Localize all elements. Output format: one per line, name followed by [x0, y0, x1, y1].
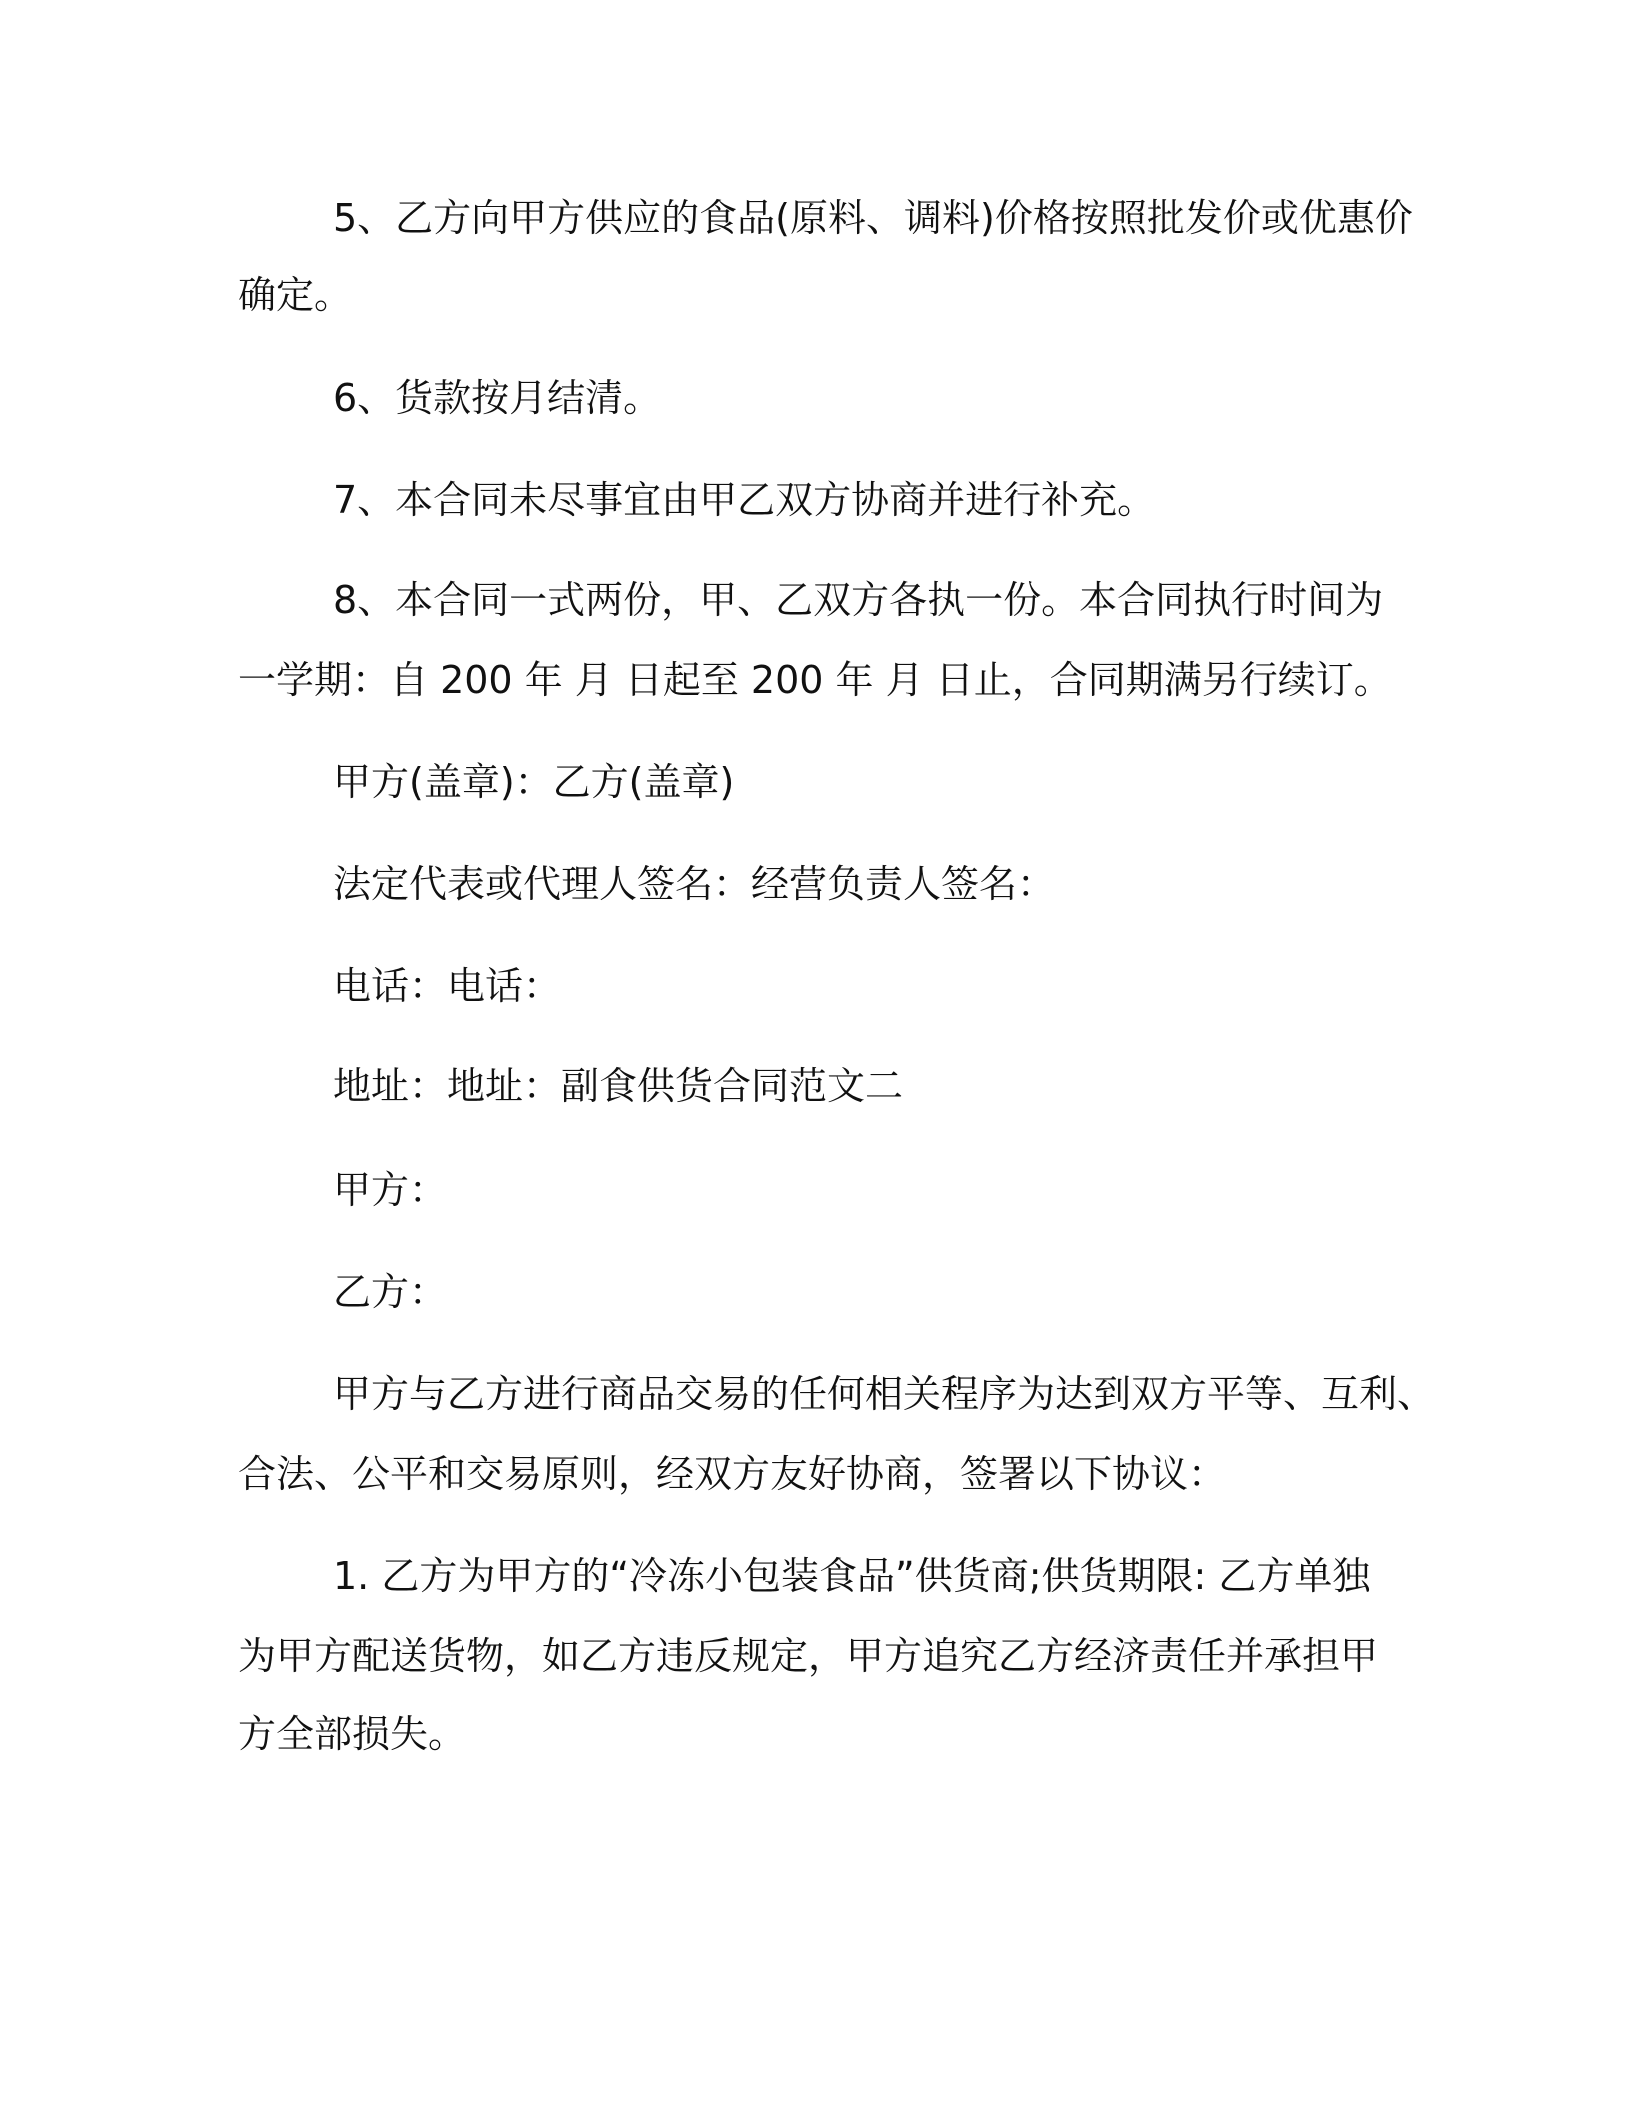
article-1-line-2: 为甲方配送货物，如乙方违反规定，甲方追究乙方经济责任并承担甲	[238, 1634, 1379, 1678]
preamble-line-1: 甲方与乙方进行商品交易的任何相关程序为达到双方平等、互利、	[333, 1372, 1436, 1416]
article-1-line-1: 1. 乙方为甲方的“冷冻小包装食品”供货商;供货期限: 乙方单独	[333, 1554, 1371, 1598]
phone-line: 电话：电话：	[333, 964, 562, 1008]
seal-line: 甲方(盖章)：乙方(盖章)	[333, 760, 735, 804]
clause-6: 6、货款按月结清。	[333, 376, 662, 420]
article-1-line-3: 方全部损失。	[238, 1712, 467, 1756]
clause-5-line-1: 5、乙方向甲方供应的食品(原料、调料)价格按照批发价或优惠价	[333, 196, 1413, 240]
signature-line: 法定代表或代理人签名：经营负责人签名：	[333, 862, 1056, 906]
address-line: 地址：地址：副食供货合同范文二	[333, 1064, 904, 1108]
clause-8-line-2: 一学期：自 200 年 月 日起至 200 年 月 日止，合同期满另行续订。	[238, 658, 1392, 702]
clause-5-line-2: 确定。	[238, 273, 353, 317]
clause-7: 7、本合同未尽事宜由甲乙双方协商并进行补充。	[333, 478, 1156, 522]
preamble-line-2: 合法、公平和交易原则，经双方友好协商，签署以下协议：	[238, 1452, 1227, 1496]
clause-8-line-1: 8、本合同一式两份，甲、乙双方各执一份。本合同执行时间为	[333, 578, 1384, 622]
party-a-line: 甲方：	[333, 1168, 448, 1212]
party-b-line: 乙方：	[333, 1270, 448, 1314]
